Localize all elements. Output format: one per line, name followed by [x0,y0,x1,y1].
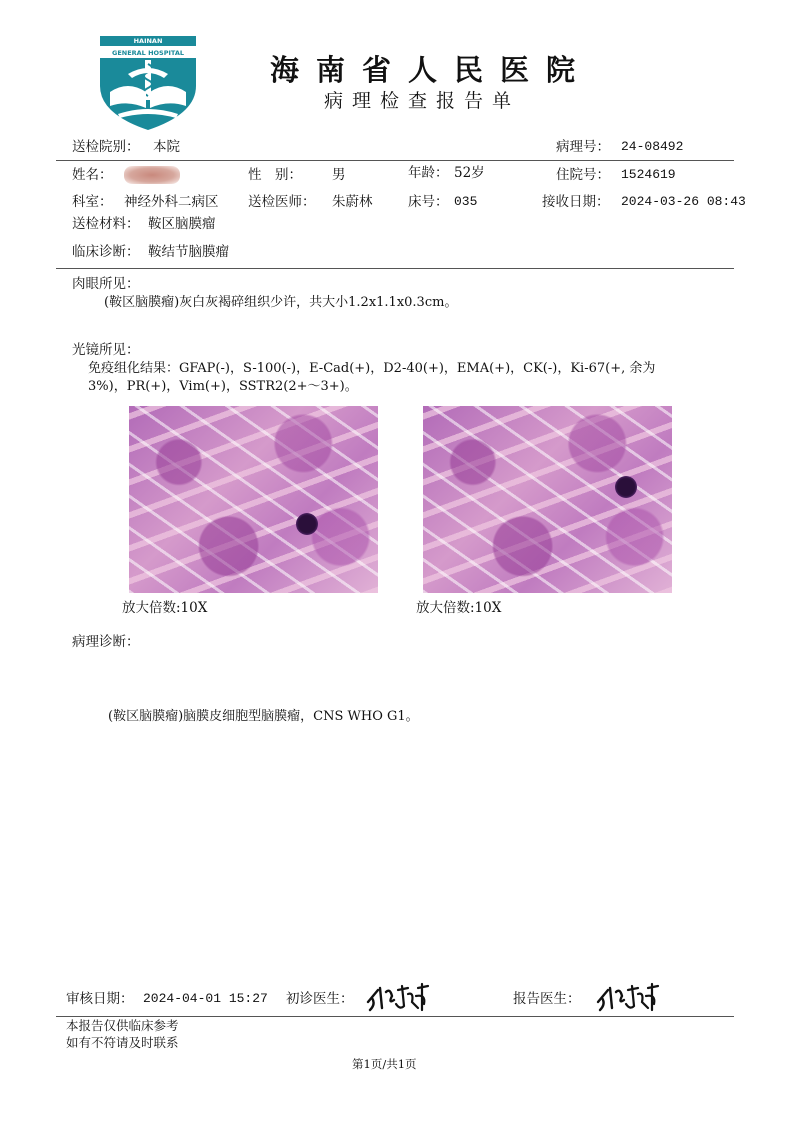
diagnosis-label: 病理诊断： [72,634,140,650]
diagnosis-text: (鞍区脑膜瘤)脑膜皮细胞型脑膜瘤，CNS WHO G1。 [108,709,419,724]
clinical-dx-value: 鞍结节脑膜瘤 [148,244,229,260]
age-label: 年龄： [408,165,449,181]
image1-caption: 放大倍数:10X [122,600,208,616]
report-doctor-label: 报告医生： [513,991,581,1007]
doctor-label: 送检医师： [248,194,316,210]
ihc-line1: 免疫组化结果：GFAP(-)，S-100(-)，E-Cad(+)，D2-40(+)，EMA(+)，CK(-)，Ki-67(+, 余为 [88,361,656,376]
ward-value: 神经外科二病区 [124,194,219,210]
specimen-label: 送检材料： [72,216,140,232]
micrograph-image-2 [423,406,672,593]
first-doctor-label: 初诊医生： [286,991,354,1007]
sex-value: 男 [332,167,346,183]
review-label: 审核日期： [66,991,134,1007]
review-value: 2024-04-01 15:27 [143,991,268,1006]
ihc-line2: 3%)，PR(+)，Vim(+)，SSTR2(2+～3+)。 [88,379,358,394]
info-divider [56,268,734,269]
inpatient-no-label: 住院号： [556,167,610,183]
bed-value: 035 [454,194,478,209]
note-line2: 如有不符请及时联系 [66,1035,179,1050]
pathology-no-label: 病理号： [556,139,610,155]
specimen-value: 鞍区脑膜瘤 [148,216,216,232]
received-label: 接收日期： [542,194,610,210]
doctor-value: 朱蔚林 [332,194,373,210]
gross-text: (鞍区脑膜瘤)灰白灰褐碎组织少许，共大小1.2x1.1x0.3cm。 [104,295,458,310]
dept-type-value: 本院 [153,139,180,155]
hospital-logo [98,34,198,132]
received-value: 2024-03-26 08:43 [621,194,746,209]
logo-text-line1: HAINAN [133,37,163,45]
image2-caption: 放大倍数:10X [416,600,502,616]
gross-label: 肉眼所见： [72,276,140,292]
micrograph-image-1 [129,406,378,593]
micro-label: 光镜所见： [72,342,140,358]
inpatient-no-value: 1524619 [621,167,676,182]
report-title: 病理检查报告单 [324,90,521,112]
first-doctor-signature [362,980,432,1014]
redacted-name [124,166,180,184]
note-line1: 本报告仅供临床参考 [66,1018,179,1033]
pathology-no-value: 24-08492 [621,139,684,154]
bed-label: 床号： [408,194,449,210]
clinical-dx-label: 临床诊断： [72,244,140,260]
header-divider [56,160,734,161]
logo-text-line2: GENERAL HOSPITAL [111,49,185,57]
hospital-name: 海南省人民医院 [270,53,593,87]
sex-label: 性 别： [248,167,302,183]
psammoma-body [615,476,637,498]
report-doctor-signature [592,980,662,1014]
psammoma-body [296,513,318,535]
age-value: 52岁 [454,165,485,181]
ward-label: 科室： [72,194,113,210]
name-label: 姓名： [72,167,113,183]
dept-type-label: 送检院别： [72,139,140,155]
page-info: 第1页/共1页 [352,1057,417,1071]
